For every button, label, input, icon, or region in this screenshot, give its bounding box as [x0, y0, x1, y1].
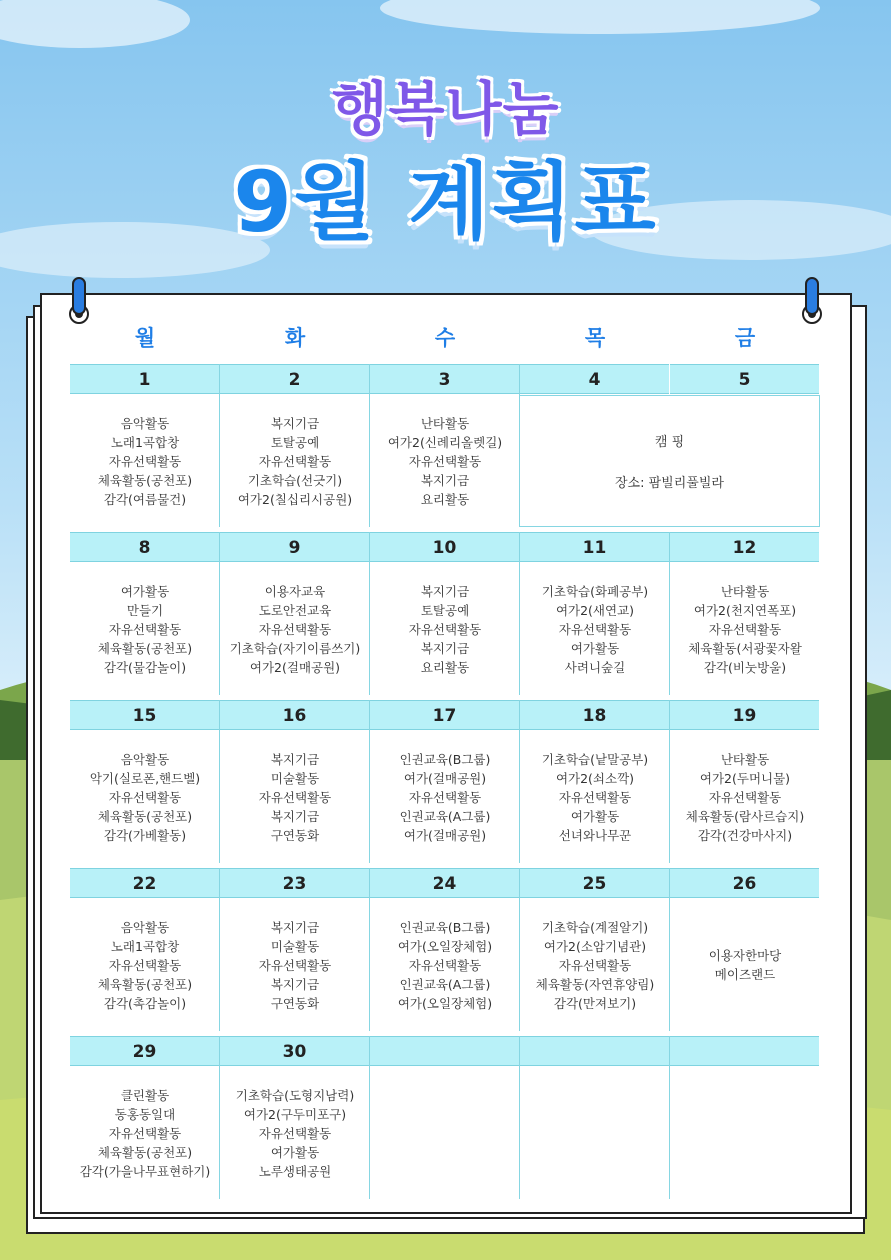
day-cell — [370, 899, 520, 1031]
activity-item: 복지기금 — [270, 976, 320, 992]
date-header: 8 — [70, 532, 219, 562]
date-header: 18 — [520, 700, 669, 730]
activity-item: 자유선택활동 — [408, 789, 482, 805]
activity-item: 자유선택활동 — [108, 789, 182, 805]
activity-item: 기초학습(계절알기) — [541, 919, 649, 935]
activity-item: 음악활동 — [120, 919, 170, 935]
activity-item: 복지기금 — [270, 919, 320, 935]
activity-item: 여가2(소암기념관) — [543, 938, 647, 954]
day-cell — [220, 899, 370, 1031]
activity-item: 감각(비눗방울) — [703, 659, 787, 675]
activity-item: 사려니숲길 — [564, 659, 626, 675]
activity-item: 미술활동 — [270, 938, 320, 954]
activity-item: 체육활동(공천포) — [97, 1144, 193, 1160]
day-cell — [370, 563, 520, 695]
activity-item: 감각(촉감놀이) — [103, 995, 187, 1011]
day-cell — [70, 731, 220, 863]
activity-item: 자유선택활동 — [408, 957, 482, 973]
date-header — [670, 1036, 819, 1066]
activity-item: 여가2(천지연폭포) — [693, 602, 797, 618]
activity-item: 감각(가베활동) — [103, 827, 187, 843]
binder-ring-icon — [801, 276, 823, 326]
day-cell — [670, 1067, 820, 1199]
activity-item: 이용자한마당 — [708, 948, 782, 963]
date-header: 4 — [520, 364, 669, 394]
day-cell — [370, 395, 520, 527]
camp-title: 캠 핑 — [654, 435, 685, 450]
binder-ring-icon — [68, 276, 90, 326]
grid-divider — [219, 364, 220, 527]
activity-item: 복지기금 — [420, 640, 470, 656]
activity-item: 자유선택활동 — [108, 957, 182, 973]
activity-item: 체육활동(서광꽃자왈 — [688, 640, 802, 656]
day-cell — [370, 731, 520, 863]
grid-divider — [669, 700, 670, 863]
day-cell — [520, 731, 670, 863]
activity-item: 자유선택활동 — [258, 1125, 332, 1141]
activity-item: 난타활동 — [720, 751, 770, 767]
activity-item: 자유선택활동 — [558, 957, 632, 973]
activity-item: 자유선택활동 — [558, 621, 632, 637]
activity-item: 감각(가을나무표현하기) — [79, 1163, 211, 1179]
grid-divider — [669, 532, 670, 695]
date-header: 30 — [220, 1036, 369, 1066]
activity-item: 복지기금 — [270, 415, 320, 431]
activity-item: 요리활동 — [420, 659, 470, 675]
grid-divider — [219, 868, 220, 1031]
date-header: 1 — [70, 364, 219, 394]
activity-item: 체육활동(공천포) — [97, 472, 193, 488]
activity-item: 인권교육(B그룹) — [399, 919, 491, 935]
activity-item: 기초학습(화폐공부) — [541, 583, 649, 599]
activity-item: 자유선택활동 — [408, 453, 482, 469]
activity-item: 이용자교육 — [264, 583, 326, 599]
activity-item: 체육활동(공천포) — [97, 976, 193, 992]
activity-item: 여가2(새연교) — [555, 602, 635, 618]
activity-item: 복지기금 — [420, 583, 470, 599]
activity-item: 자유선택활동 — [708, 621, 782, 637]
activity-item: 구연동화 — [270, 995, 320, 1011]
weekday-mon: 월 — [134, 326, 156, 350]
activity-item: 만들기 — [126, 602, 164, 618]
day-cell — [670, 563, 820, 695]
activity-item: 자유선택활동 — [258, 621, 332, 637]
grid-divider — [519, 700, 520, 863]
day-cell — [220, 563, 370, 695]
date-header: 12 — [670, 532, 819, 562]
date-header: 25 — [520, 868, 669, 898]
activity-item: 체육활동(자연휴양림) — [535, 976, 655, 992]
date-header: 22 — [70, 868, 219, 898]
activity-item: 복지기금 — [270, 751, 320, 767]
weekday-thu: 목 — [584, 326, 606, 350]
grid-divider — [219, 700, 220, 863]
grid-divider — [669, 868, 670, 1031]
activity-item: 여가활동 — [570, 808, 620, 824]
activity-item: 토탈공예 — [420, 602, 470, 618]
activity-item: 복지기금 — [420, 472, 470, 488]
activity-item: 자유선택활동 — [558, 789, 632, 805]
activity-item: 자유선택활동 — [258, 789, 332, 805]
date-header: 17 — [370, 700, 519, 730]
date-header: 9 — [220, 532, 369, 562]
activity-item: 여가2(칠십리시공원) — [237, 491, 353, 507]
date-header: 11 — [520, 532, 669, 562]
camp-block — [520, 395, 820, 527]
activity-item: 체육활동(람사르습지) — [685, 808, 805, 824]
activity-item: 요리활동 — [420, 491, 470, 507]
activity-item: 여가활동 — [570, 640, 620, 656]
weekday-header — [70, 322, 820, 352]
activity-item: 여가2(신례리올렛길) — [387, 434, 503, 450]
date-header: 19 — [670, 700, 819, 730]
date-header: 29 — [70, 1036, 219, 1066]
activity-item: 감각(물감놀이) — [103, 659, 187, 675]
activity-item: 여가활동 — [120, 583, 170, 599]
activity-item: 기초학습(자기이름쓰기) — [229, 640, 361, 656]
activity-item: 여가활동 — [270, 1144, 320, 1160]
day-cell — [520, 563, 670, 695]
activity-item: 클린활동 — [120, 1087, 170, 1103]
activity-item: 악기(실로폰,핸드벨) — [89, 770, 201, 786]
grid-divider — [369, 700, 370, 863]
day-cell — [70, 899, 220, 1031]
activity-item: 여가(걸매공원) — [403, 827, 487, 843]
day-cell — [520, 1067, 670, 1199]
activity-item: 여가(걸매공원) — [403, 770, 487, 786]
activity-item: 여가2(쇠소깍) — [555, 770, 635, 786]
activity-item: 자유선택활동 — [108, 453, 182, 469]
day-cell — [70, 1067, 220, 1199]
activity-item: 기초학습(선긋기) — [247, 472, 343, 488]
day-cell — [220, 395, 370, 527]
date-header: 10 — [370, 532, 519, 562]
title-line2: 9월 계획표 — [233, 153, 658, 251]
activity-item: 선녀와나무꾼 — [558, 827, 632, 843]
activity-item: 자유선택활동 — [258, 957, 332, 973]
activity-item: 메이즈랜드 — [714, 967, 776, 982]
activity-item: 노루생태공원 — [258, 1163, 332, 1179]
activity-item: 난타활동 — [420, 415, 470, 431]
activity-item: 노래1곡합창 — [110, 938, 180, 954]
day-cell — [70, 395, 220, 527]
activity-item: 체육활동(공천포) — [97, 808, 193, 824]
day-cell — [70, 563, 220, 695]
activity-item: 감각(만져보기) — [553, 995, 637, 1011]
camp-place: 장소: 팜빌리풀빌라 — [615, 476, 724, 491]
day-cell — [520, 899, 670, 1031]
activity-item: 난타활동 — [720, 583, 770, 599]
activity-item: 여가(오일장체험) — [397, 995, 493, 1011]
activity-item: 구연동화 — [270, 827, 320, 843]
activity-item: 체육활동(공천포) — [97, 640, 193, 656]
day-cell — [670, 731, 820, 863]
activity-item: 자유선택활동 — [708, 789, 782, 805]
grid-divider — [519, 868, 520, 1031]
activity-item: 자유선택활동 — [258, 453, 332, 469]
activity-item: 감각(건강마사지) — [697, 827, 793, 843]
title-line1: 행복나눔 — [331, 75, 560, 143]
grid-divider — [369, 364, 370, 527]
date-header: 24 — [370, 868, 519, 898]
date-header: 15 — [70, 700, 219, 730]
grid-divider — [369, 868, 370, 1031]
activity-item: 자유선택활동 — [108, 1125, 182, 1141]
grid-divider — [369, 1036, 370, 1199]
activity-item: 자유선택활동 — [408, 621, 482, 637]
activity-item: 인권교육(A그룹) — [399, 808, 491, 824]
weekday-fri: 금 — [734, 326, 756, 350]
activity-item: 복지기금 — [270, 808, 320, 824]
day-cell — [670, 899, 820, 1031]
activity-item: 기초학습(도형지남력) — [235, 1087, 355, 1103]
grid-divider — [669, 1036, 670, 1199]
grid-divider — [219, 1036, 220, 1199]
date-header: 3 — [370, 364, 519, 394]
activity-item: 미술활동 — [270, 770, 320, 786]
date-header: 5 — [670, 364, 819, 394]
activity-item: 도로안전교육 — [258, 602, 332, 618]
day-cell — [370, 1067, 520, 1199]
date-header: 26 — [670, 868, 819, 898]
grid-divider — [369, 532, 370, 695]
date-header: 2 — [220, 364, 369, 394]
date-header: 23 — [220, 868, 369, 898]
activity-item: 토탈공예 — [270, 434, 320, 450]
activity-item: 음악활동 — [120, 415, 170, 431]
activity-item: 여가(오일장체험) — [397, 938, 493, 954]
calendar-grid — [70, 364, 820, 1192]
day-cell — [220, 1067, 370, 1199]
date-header: 16 — [220, 700, 369, 730]
grid-divider — [519, 1036, 520, 1199]
activity-item: 감각(여름물건) — [103, 491, 187, 507]
activity-item: 여가2(구두미포구) — [243, 1106, 347, 1122]
activity-item: 자유선택활동 — [108, 621, 182, 637]
weekday-wed: 수 — [434, 326, 456, 350]
activity-item: 동홍동일대 — [114, 1106, 176, 1122]
grid-divider — [519, 532, 520, 695]
activity-item: 음악활동 — [120, 751, 170, 767]
activity-item: 인권교육(A그룹) — [399, 976, 491, 992]
activity-item: 여가2(두머니물) — [699, 770, 791, 786]
grid-divider — [219, 532, 220, 695]
weekday-tue: 화 — [284, 326, 306, 350]
activity-item: 인권교육(B그룹) — [399, 751, 491, 767]
activity-item: 노래1곡합창 — [110, 434, 180, 450]
activity-item: 기초학습(낱말공부) — [541, 751, 649, 767]
date-header — [370, 1036, 519, 1066]
day-cell — [220, 731, 370, 863]
date-header — [520, 1036, 669, 1066]
activity-item: 여가2(걸매공원) — [249, 659, 341, 675]
